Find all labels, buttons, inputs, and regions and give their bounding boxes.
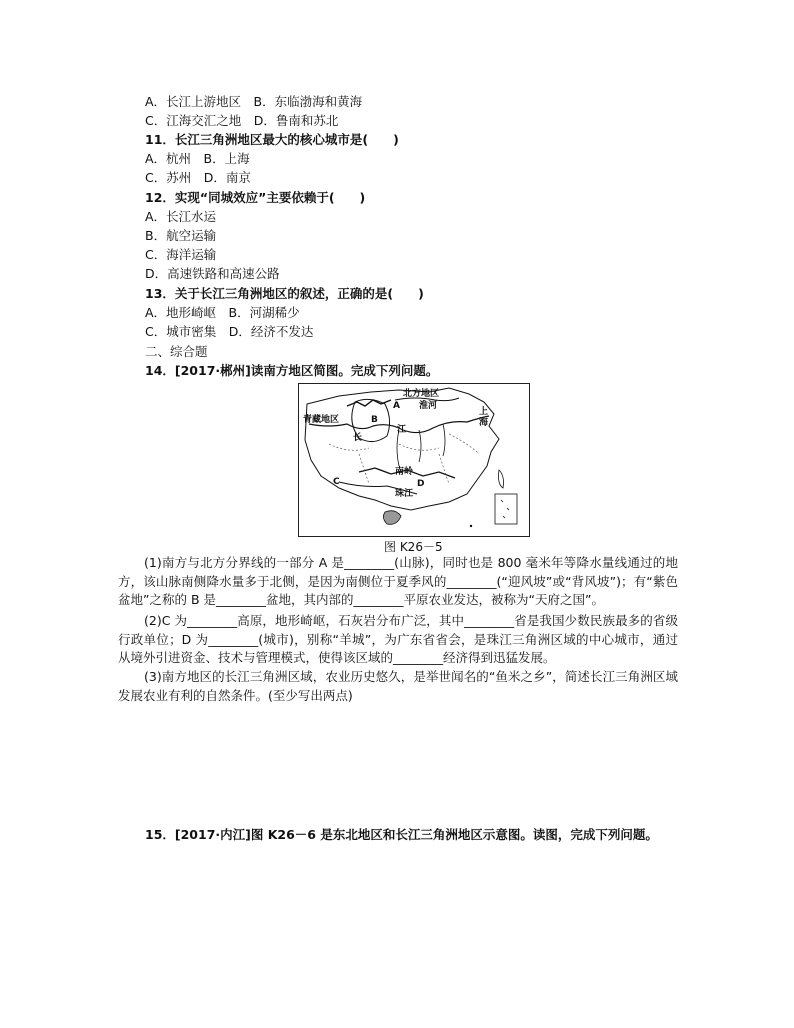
q12-option-d: D．高速铁路和高速公路: [145, 266, 280, 281]
label-zhujiang: 珠江: [395, 489, 414, 499]
q15-stem: 15．[2017·内江]图 K26－6 是东北地区和长江三角洲地区示意图。读图，完成下列问题。: [145, 827, 658, 842]
label-huaihe: 淮河: [419, 401, 438, 411]
q11-options-cd: C．苏州 D．南京: [145, 170, 251, 185]
tributary-2: [443, 424, 445, 456]
label-shanghai-2: 海: [479, 418, 489, 428]
label-d: D: [417, 479, 425, 489]
q10-options-ab: A．长江上游地区 B．东临渤海和黄海: [145, 94, 363, 109]
label-north: 北方地区: [403, 389, 440, 399]
south-sea-inset: [495, 494, 517, 524]
q12-option-a: A．长江水运: [145, 209, 217, 224]
q11-options-ab: A．杭州 B．上海: [145, 151, 250, 166]
q14-part-2: (2)C 为________高原，地形崎岖，石灰岩分布广泛，其中________省是我国少数民族最多的省级行政单位；D 为________(城市)，别称“羊城”，为广东省省会，是珠江三角洲区域的中心城市，通过从境外引进资金、技术与管理模式，使得该区域的________经济得到迅猛发展。: [118, 613, 678, 666]
q13-stem: 13．关于长江三角洲地区的叙述，正确的是( ): [145, 286, 424, 301]
hainan-island: [383, 511, 401, 525]
label-jiang: 江: [397, 425, 407, 435]
south-china-map: [298, 383, 530, 537]
q14-part-3: (3)南方地区的长江三角洲区域，农业历史悠久，是举世闻名的“鱼米之乡”，简述长江三角洲区域发展农业有利的自然条件。(至少写出两点): [118, 669, 678, 703]
section-heading: 二、综合题: [145, 344, 208, 359]
taiwan-island: [499, 470, 504, 488]
tributary-3: [397, 430, 399, 466]
inset-islands: [501, 500, 509, 518]
label-b: B: [371, 415, 378, 425]
label-c: C: [333, 477, 340, 487]
tributary-1: [419, 430, 421, 462]
q13-options-ab: A．地形崎岖 B．河湖稀少: [145, 305, 300, 320]
q14-stem: 14．[2017·郴州]读南方地区简图。完成下列问题。: [145, 363, 439, 378]
q12-stem: 12．实现“同城效应”主要依赖于( ): [145, 190, 366, 205]
q10-options-cd: C．江海交汇之地 D．鲁南和苏北: [145, 113, 339, 128]
q13-options-cd: C．城市密集 D．经济不发达: [145, 324, 314, 339]
figure-caption: 图 K26－5: [384, 540, 443, 554]
label-chang: 长: [353, 433, 363, 443]
q14-part-1: (1)南方与北方分界线的一部分 A 是________(山脉)，同时也是 800 毫米年等降水量线通过的地方，该山脉南侧降水量多于北侧，是因为南侧位于夏季风的________(“迎风坡”或“背风坡”)；有“紫色盆地”之称的 B 是________盆地，其内部的________平原农业发达，被称为“天府之国”。: [118, 555, 678, 608]
q11-stem: 11．长江三角洲地区最大的核心城市是( ): [145, 132, 399, 147]
label-qingzang: 青藏地区: [303, 415, 340, 425]
label-a: A: [393, 401, 400, 411]
q12-option-b: B．航空运输: [145, 228, 217, 243]
islet: [470, 525, 472, 527]
label-nanling: 南岭: [395, 467, 414, 477]
q12-option-c: C．海洋运输: [145, 247, 217, 262]
label-shanghai-1: 上: [479, 407, 489, 417]
